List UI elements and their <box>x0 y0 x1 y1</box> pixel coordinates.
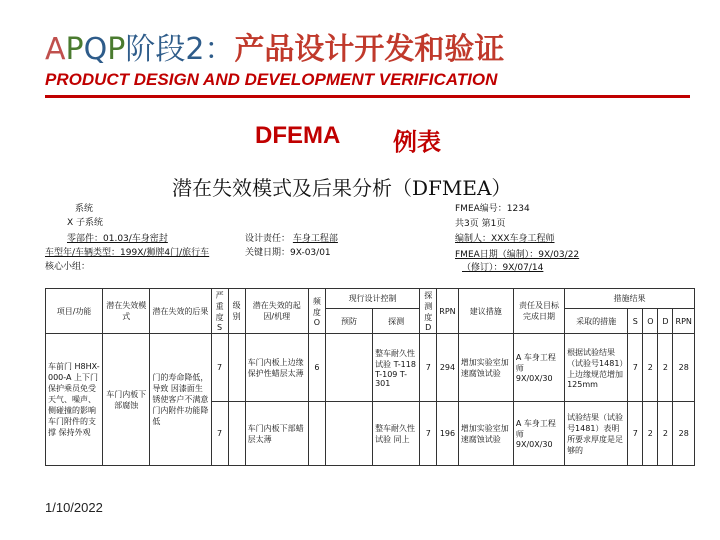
cell-prev <box>325 402 372 466</box>
cell-cause: 车门内板下部蜡层太薄 <box>245 402 308 466</box>
cell-mode: 车门内板下部腐蚀 <box>103 334 150 466</box>
th-taken: 采取的措施 <box>565 309 628 334</box>
cell-resp: A 车身工程师 9X/0X/30 <box>513 334 564 402</box>
slide-date: 1/10/2022 <box>45 500 103 515</box>
doc-core-team: 核心小组： <box>45 262 91 272</box>
cell-o: 2 <box>643 402 658 466</box>
cell-sev: 7 <box>211 402 228 466</box>
doc-heading: 潜在失效模式及后果分析（DFMEA） <box>172 176 512 200</box>
cell-r: 28 <box>673 402 695 466</box>
th-class: 级别 <box>228 289 245 334</box>
fmea-table <box>45 288 695 466</box>
doc-component: 零部件：01.03/车身密封 <box>67 234 168 244</box>
cell-resp: A 车身工程师 9X/0X/30 <box>513 402 564 466</box>
cell-d: 2 <box>658 334 673 402</box>
cell-action: 增加实验室加速腐蚀试验 <box>458 334 513 402</box>
th-prev: 预防 <box>325 309 372 334</box>
doc-revised: （修订）：9X/07/14 <box>462 263 544 273</box>
doc-design-resp-label: 设计责任： <box>245 234 291 244</box>
th-cause: 潜在失效的起因/机理 <box>245 289 308 334</box>
cell-sev: 7 <box>211 334 228 402</box>
doc-design-resp <box>245 231 338 244</box>
cell-item: 车前门 H8HX-000-A 上下门 保护乘员免受天气、噪声、侧碰撞的影响 车门附件的支撑 保持外观 <box>46 334 103 466</box>
cell-det: 7 <box>420 402 437 466</box>
cell-det-ctrl: 整车耐久性试验 T-118 T-109 T-301 <box>373 334 420 402</box>
title-a: A <box>45 32 66 67</box>
cell-occ <box>308 402 325 466</box>
th-resp: 责任及目标完成日期 <box>513 289 564 334</box>
cell-effect: 门的寿命降低，导致 因漆面生锈使客户不满意 门内附件功能降低 <box>150 334 211 466</box>
th-results: 措施结果 <box>565 289 695 309</box>
doc-system: 系统 <box>75 204 94 214</box>
doc-key-date <box>245 245 331 258</box>
cell-s: 7 <box>628 402 643 466</box>
title-divider <box>45 95 690 98</box>
doc-fmea-no: FMEA编号：1234 <box>455 204 530 214</box>
example-right: 例表 <box>393 129 441 156</box>
title-d: P <box>107 32 126 67</box>
cell-prev <box>325 334 372 402</box>
cell-taken: 根据试验结果（试验号1481）上边缘规范增加 125mm <box>565 334 628 402</box>
cell-s: 7 <box>628 334 643 402</box>
doc-fmea-date: FMEA日期（编制）：9X/03/22 <box>455 250 580 260</box>
doc-subsystem: X 子系统 <box>67 218 104 228</box>
cell-r: 28 <box>673 334 695 402</box>
title-e: 阶段2： <box>125 32 235 67</box>
th-ctrl: 现行设计控制 <box>325 289 419 309</box>
th-det: 探测度D <box>420 289 437 334</box>
cell-d: 2 <box>658 402 673 466</box>
cell-det: 7 <box>420 334 437 402</box>
th-r: RPN <box>673 309 695 334</box>
title-f: 产品设计开发和验证 <box>234 32 505 67</box>
cell-taken: 试验结果（试验号1481）表明所要求厚度是足够的 <box>565 402 628 466</box>
th-effect: 潜在失效的后果 <box>150 289 211 334</box>
th-action: 建议措施 <box>458 289 513 334</box>
title-b: P <box>65 32 84 67</box>
fmea-document <box>37 168 697 508</box>
cell-det-ctrl: 整车耐久性试验 同上 <box>373 402 420 466</box>
cell-cause: 车门内板上边缘保护性蜡层太薄 <box>245 334 308 402</box>
doc-model-year: 车型年/车辆类型：199X/狮牌4门/旅行车 <box>45 248 210 258</box>
page-title <box>45 24 504 68</box>
doc-prepared: 编制人：XXX车身工程师 <box>455 234 555 244</box>
th-d: D <box>658 309 673 334</box>
cell-class <box>228 402 245 466</box>
th-occ: 频度O <box>308 289 325 334</box>
title-c: Q <box>83 32 108 67</box>
example-left: DFEMA <box>255 122 341 149</box>
cell-o: 2 <box>643 334 658 402</box>
cell-occ: 6 <box>308 334 325 402</box>
page-subtitle: PRODUCT DESIGN AND DEVELOPMENT VERIFICATION <box>45 70 498 89</box>
doc-key-date-value: 9X-03/01 <box>290 248 331 258</box>
th-sev: 严重度S <box>211 289 228 334</box>
cell-class <box>228 334 245 402</box>
cell-rpn: 196 <box>437 402 458 466</box>
th-o: O <box>643 309 658 334</box>
th-mode: 潜在失效模式 <box>103 289 150 334</box>
cell-rpn: 294 <box>437 334 458 402</box>
th-item: 项目/功能 <box>46 289 103 334</box>
th-s: S <box>628 309 643 334</box>
th-det-ctrl: 探测 <box>373 309 420 334</box>
table-row <box>46 334 695 402</box>
th-rpn: RPN <box>437 289 458 334</box>
cell-action: 增加实验室加速腐蚀试验 <box>458 402 513 466</box>
doc-design-resp-value: 车身工程部 <box>292 234 338 244</box>
doc-page: 共3页 第1页 <box>455 219 506 229</box>
doc-key-date-label: 关键日期： <box>245 248 291 258</box>
